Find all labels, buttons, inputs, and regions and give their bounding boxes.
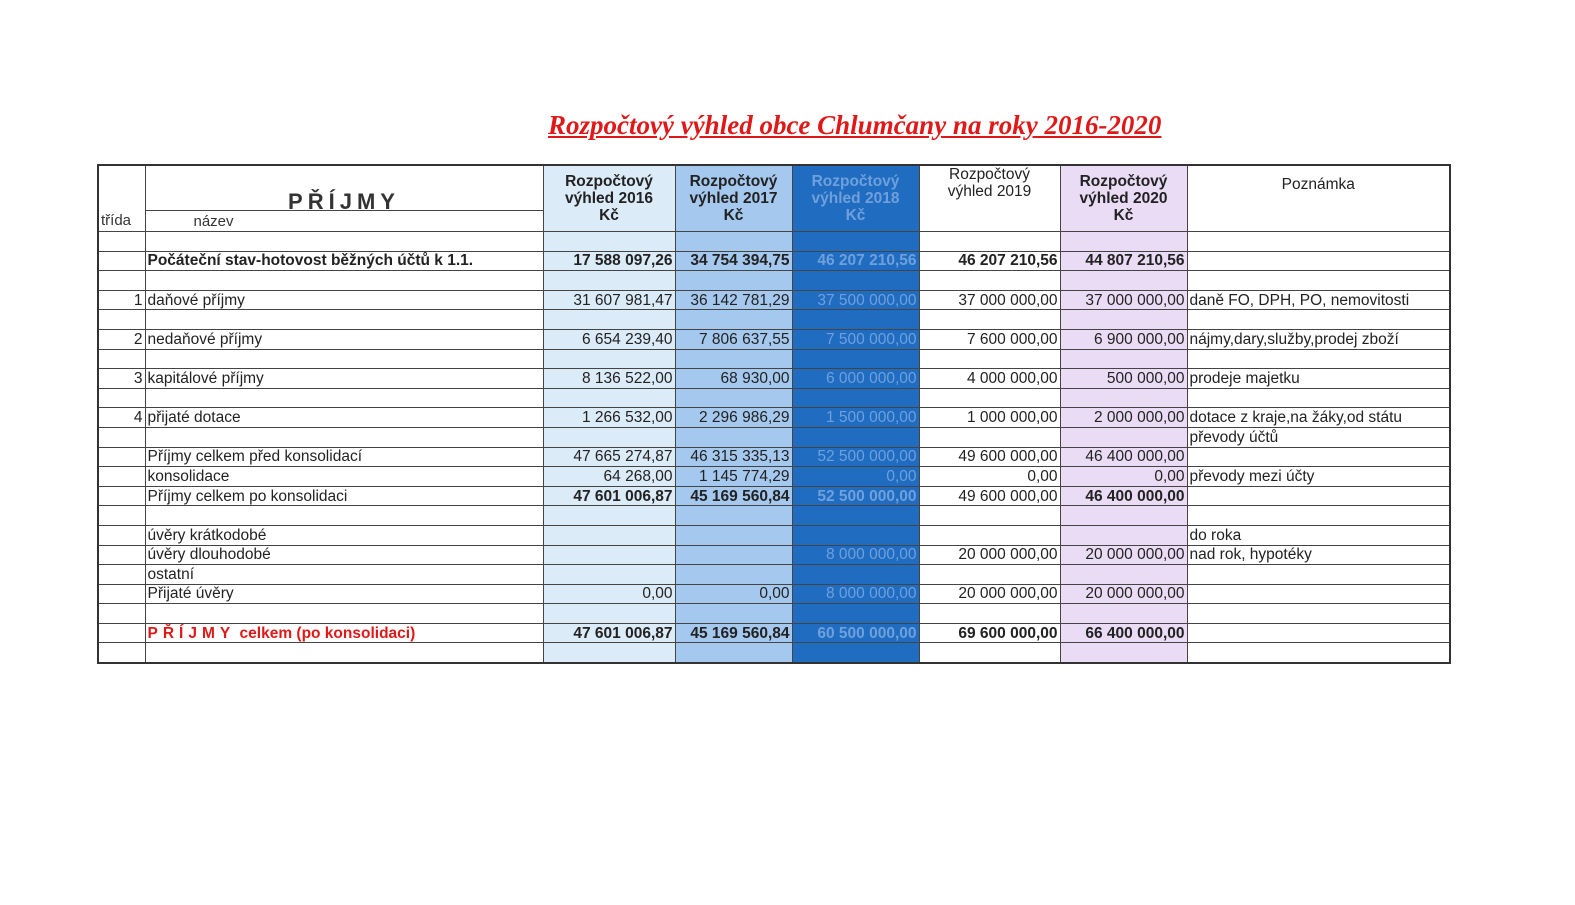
row-label: kapitálové příjmy <box>145 369 543 389</box>
table-row-blank <box>98 271 1450 291</box>
value-2019: 37 000 000,00 <box>919 290 1060 310</box>
value-2020: 66 400 000,00 <box>1060 623 1187 643</box>
column-header-2016 <box>543 165 675 232</box>
value-2019: 69 600 000,00 <box>919 623 1060 643</box>
row-label: konsolidace <box>145 467 543 487</box>
table-row-long-term-loans <box>98 545 1450 565</box>
document-title: Rozpočtový výhled obce Chlumčany na roky 2016-2020 <box>548 110 1162 140</box>
value-2018: 0,00 <box>792 467 919 487</box>
value-2020: 20 000 000,00 <box>1060 584 1187 604</box>
row-label: daňové příjmy <box>145 290 543 310</box>
value-2016: 64 268,00 <box>543 467 675 487</box>
row-label: Počáteční stav-hotovost běžných účtů k 1.1. <box>145 251 543 271</box>
table-row-tax-income <box>98 290 1450 310</box>
value-2020: 46 400 000,00 <box>1060 486 1187 506</box>
column-header-2018-unit: Kč <box>845 207 866 224</box>
value-2018: 7 500 000,00 <box>792 329 919 349</box>
value-2020: 37 000 000,00 <box>1060 290 1187 310</box>
row-note: převody mezi účty <box>1187 467 1450 487</box>
value-2019: 49 600 000,00 <box>919 486 1060 506</box>
value-2018: 8 000 000,00 <box>792 584 919 604</box>
table-row-short-term-loans <box>98 525 1450 545</box>
section-heading: PŘÍJMY <box>145 165 543 211</box>
value-2020: 44 807 210,56 <box>1060 251 1187 271</box>
table-row-opening-balance <box>98 251 1450 271</box>
table-row-grants <box>98 408 1450 428</box>
column-header-2018-line1: Rozpočtový <box>811 173 900 190</box>
table-row-blank <box>98 310 1450 330</box>
value-2018: 1 500 000,00 <box>792 408 919 428</box>
table-row-blank <box>98 643 1450 663</box>
value-2016: 1 266 532,00 <box>543 408 675 428</box>
column-header-2020-line2: výhled 2020 <box>1079 190 1168 207</box>
row-label: úvěry krátkodobé <box>145 525 543 545</box>
table-row-before-consolidation <box>98 447 1450 467</box>
column-header-2016-unit: Kč <box>599 207 619 224</box>
row-class: 1 <box>98 290 145 310</box>
row-note: prodeje majetku <box>1187 369 1450 389</box>
column-header-2017 <box>675 165 792 232</box>
value-2019: 1 000 000,00 <box>919 408 1060 428</box>
table-row-capital-income <box>98 369 1450 389</box>
row-class: 2 <box>98 329 145 349</box>
column-header-2017-line2: výhled 2017 <box>689 190 778 207</box>
table-row-blank <box>98 349 1450 369</box>
table-row-blank <box>98 232 1450 252</box>
value-2019: 0,00 <box>919 467 1060 487</box>
value-2017: 1 145 774,29 <box>675 467 792 487</box>
table-row-income-total <box>98 623 1450 643</box>
value-2019: 46 207 210,56 <box>919 251 1060 271</box>
value-2020: 0,00 <box>1060 467 1187 487</box>
column-header-2017-line1: Rozpočtový <box>689 173 778 190</box>
column-header-nazev: název <box>145 211 543 232</box>
row-label <box>145 623 543 643</box>
row-note: do roka <box>1187 525 1450 545</box>
row-class: 3 <box>98 369 145 389</box>
value-2018: 8 000 000,00 <box>792 545 919 565</box>
column-header-2020-line1: Rozpočtový <box>1079 173 1168 190</box>
value-2017: 7 806 637,55 <box>675 329 792 349</box>
value-2019: 4 000 000,00 <box>919 369 1060 389</box>
value-2016: 31 607 981,47 <box>543 290 675 310</box>
table-row-non-tax-income <box>98 329 1450 349</box>
row-note: dotace z kraje,na žáky,od státu <box>1187 408 1450 428</box>
row-label: úvěry dlouhodobé <box>145 545 543 565</box>
value-2018: 37 500 000,00 <box>792 290 919 310</box>
value-2016: 6 654 239,40 <box>543 329 675 349</box>
table-row-blank <box>98 604 1450 624</box>
row-label: přijaté dotace <box>145 408 543 428</box>
row-note: převody účtů <box>1187 427 1450 447</box>
row-note: daně FO, DPH, PO, nemovitosti <box>1187 290 1450 310</box>
column-header-2019-line1: Rozpočtový <box>949 166 1030 183</box>
value-2016: 47 601 006,87 <box>543 486 675 506</box>
value-2019: 20 000 000,00 <box>919 545 1060 565</box>
value-2018: 60 500 000,00 <box>792 623 919 643</box>
row-note <box>1187 447 1450 467</box>
value-2019: 7 600 000,00 <box>919 329 1060 349</box>
column-header-trida: třída <box>98 211 145 232</box>
value-2020: 6 900 000,00 <box>1060 329 1187 349</box>
value-2018: 6 000 000,00 <box>792 369 919 389</box>
value-2019: 49 600 000,00 <box>919 447 1060 467</box>
value-2017: 0,00 <box>675 584 792 604</box>
row-note: nad rok, hypotéky <box>1187 545 1450 565</box>
value-2020: 20 000 000,00 <box>1060 545 1187 565</box>
value-2018: 52 500 000,00 <box>792 447 919 467</box>
row-note <box>1187 486 1450 506</box>
value-2017: 36 142 781,29 <box>675 290 792 310</box>
column-header-2016-line2: výhled 2016 <box>565 190 653 207</box>
header-row <box>98 165 1450 211</box>
row-note: nájmy,dary,služby,prodej zboží <box>1187 329 1450 349</box>
value-2017: 45 169 560,84 <box>675 486 792 506</box>
table-row-loans-received <box>98 584 1450 604</box>
row-label: Příjmy celkem po konsolidaci <box>145 486 543 506</box>
column-header-2018-line2: výhled 2018 <box>811 190 900 207</box>
value-2018: 52 500 000,00 <box>792 486 919 506</box>
value-2016: 47 601 006,87 <box>543 623 675 643</box>
table-row-transfers-note <box>98 427 1450 447</box>
value-2017: 68 930,00 <box>675 369 792 389</box>
column-header-2019 <box>919 165 1060 232</box>
value-2016: 17 588 097,26 <box>543 251 675 271</box>
column-header-2020 <box>1060 165 1187 232</box>
total-label-suffix: celkem (po konsolidaci) <box>235 624 416 642</box>
table-row-other <box>98 565 1450 585</box>
column-header-2020-unit: Kč <box>1113 207 1134 224</box>
value-2020: 46 400 000,00 <box>1060 447 1187 467</box>
column-header-2019-line2: výhled 2019 <box>947 183 1032 200</box>
value-2020: 2 000 000,00 <box>1060 408 1187 428</box>
value-2016: 47 665 274,87 <box>543 447 675 467</box>
value-2019: 20 000 000,00 <box>919 584 1060 604</box>
budget-table <box>97 164 1451 664</box>
row-note <box>1187 251 1450 271</box>
value-2018: 46 207 210,56 <box>792 251 919 271</box>
column-header-2017-unit: Kč <box>723 207 744 224</box>
column-header-note: Poznámka <box>1187 165 1450 232</box>
total-label-main: PŘÍJMY <box>147 624 236 642</box>
value-2020: 500 000,00 <box>1060 369 1187 389</box>
table-row-after-consolidation <box>98 486 1450 506</box>
table-row-blank <box>98 506 1450 526</box>
value-2017: 34 754 394,75 <box>675 251 792 271</box>
column-header-2018 <box>792 165 919 232</box>
row-class: 4 <box>98 408 145 428</box>
value-2017: 45 169 560,84 <box>675 623 792 643</box>
value-2016: 0,00 <box>543 584 675 604</box>
table-row-blank <box>98 388 1450 408</box>
row-label: Přijaté úvěry <box>145 584 543 604</box>
table-row-consolidation <box>98 467 1450 487</box>
value-2017: 2 296 986,29 <box>675 408 792 428</box>
row-label: nedaňové příjmy <box>145 329 543 349</box>
value-2016: 8 136 522,00 <box>543 369 675 389</box>
row-label: Příjmy celkem před konsolidací <box>145 447 543 467</box>
header-trida-top <box>98 165 145 211</box>
value-2017: 46 315 335,13 <box>675 447 792 467</box>
column-header-2016-line1: Rozpočtový <box>565 173 653 190</box>
row-label: ostatní <box>145 565 543 585</box>
